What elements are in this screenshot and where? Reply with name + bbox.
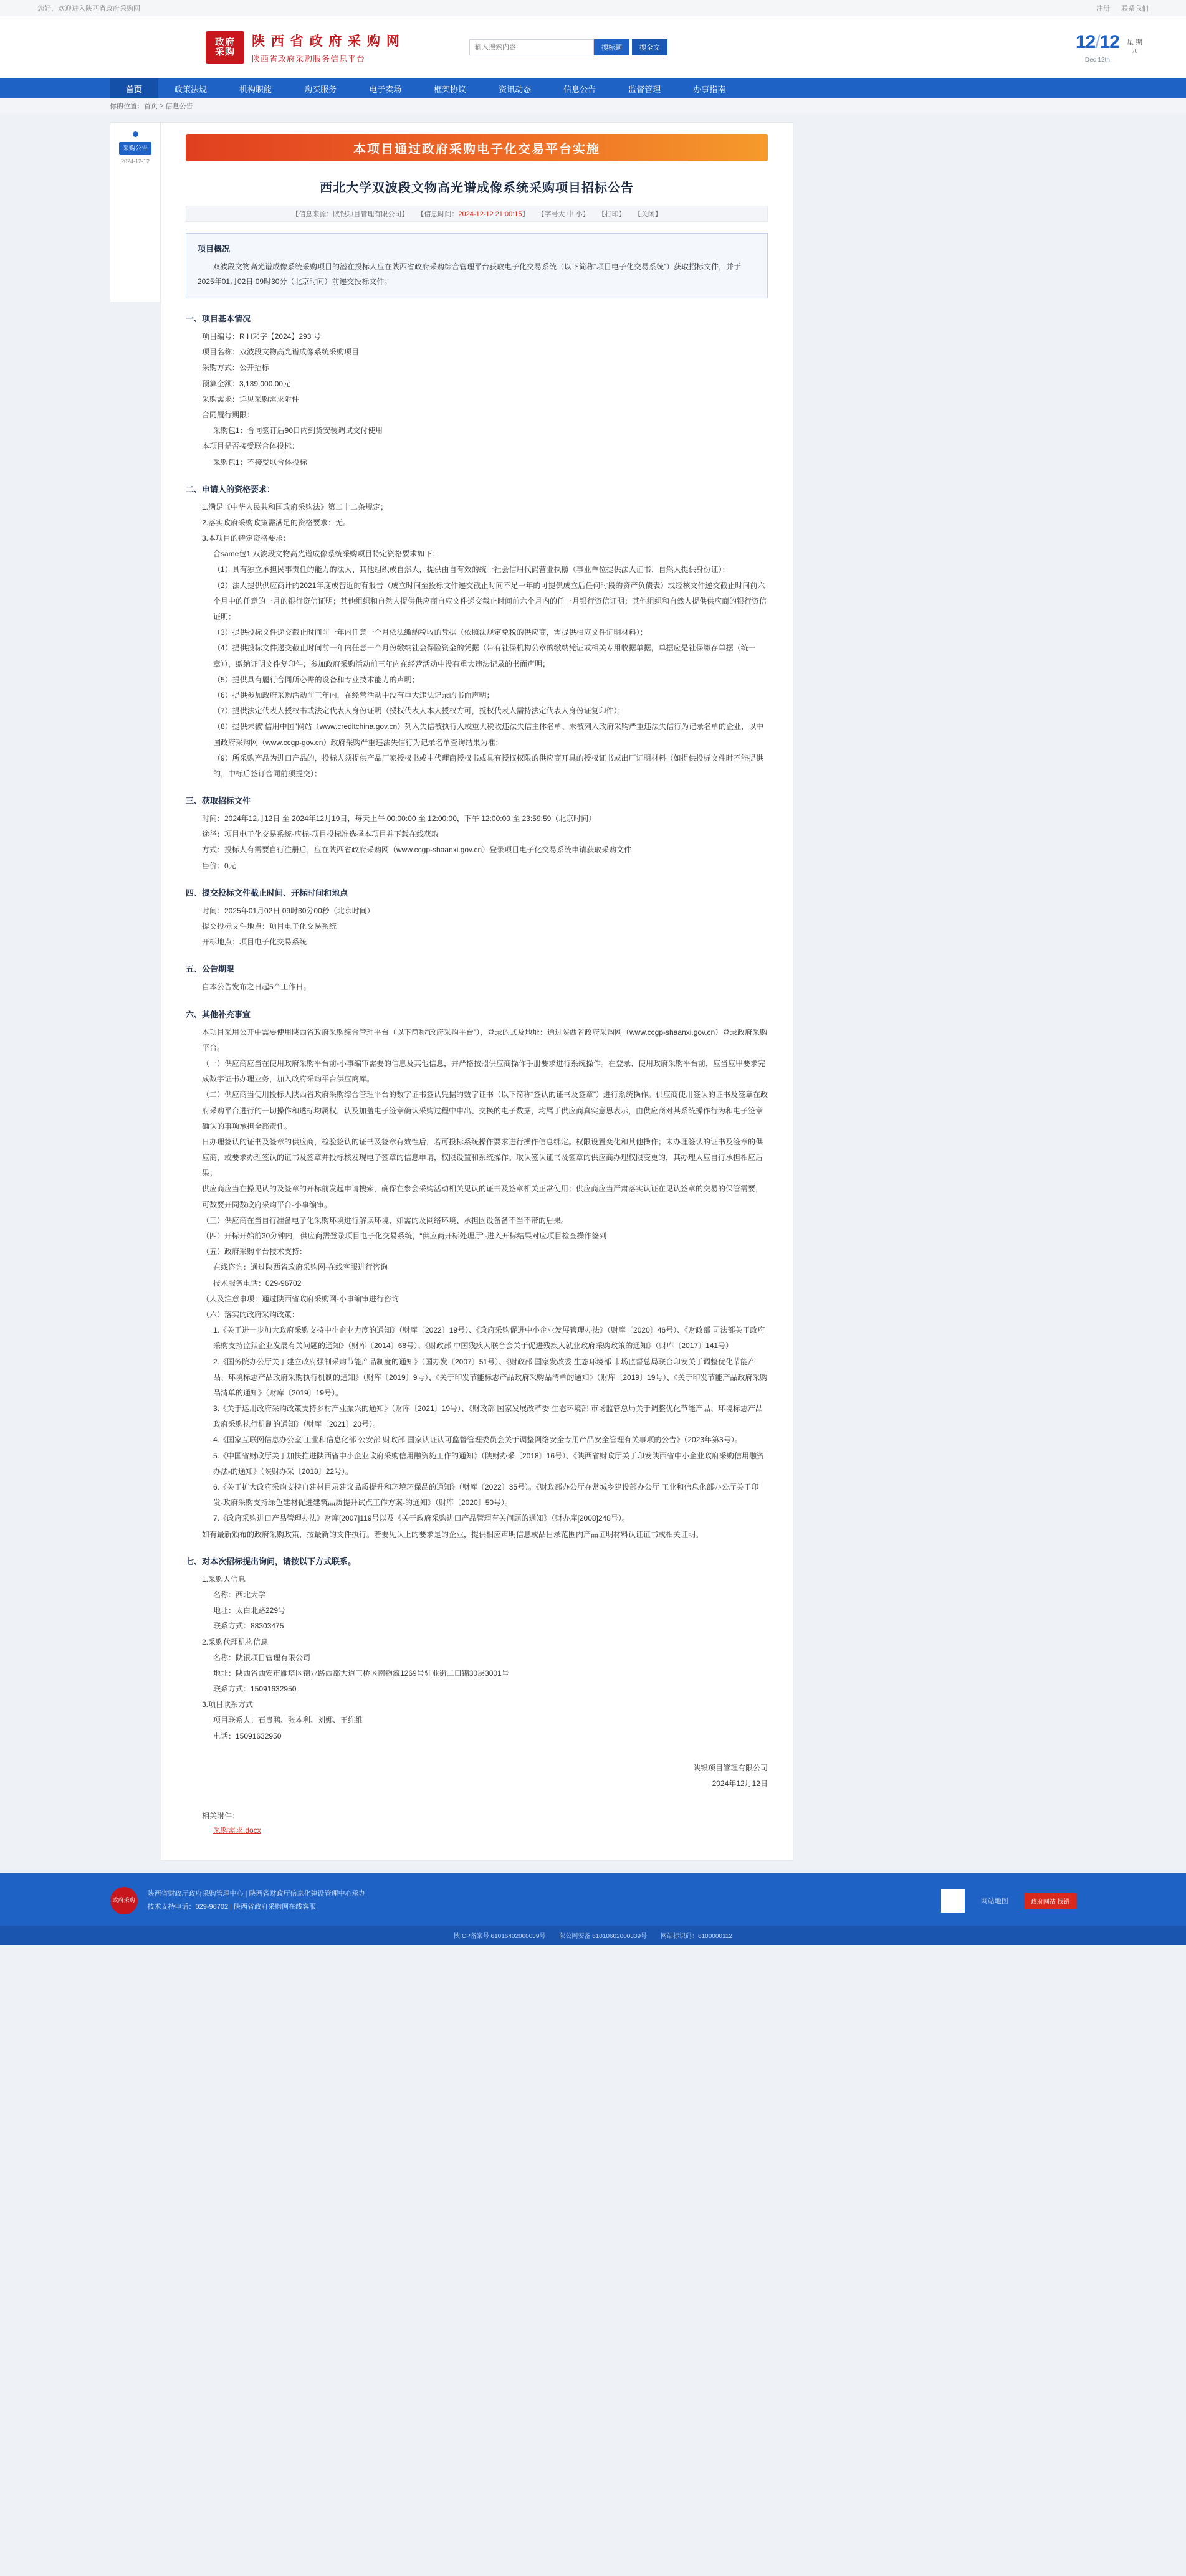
section-paragraph: （3）提供投标文件递交截止时间前一年内任意一个月依法缴纳税收的凭据（依照法规定免税的供应商，需提供相应文件证明材料）；	[213, 628, 648, 637]
section-heading: 二、申请人的资格要求：	[186, 484, 275, 494]
meta-source-value: 陕银项目管理有限公司	[333, 211, 402, 218]
section-paragraph: 项目联系人：石贵鹏、张本利、刘娜、王维维	[213, 1716, 363, 1725]
section-paragraph: 如有最新颁布的政府采购政策，按最新的文件执行。若要见认上的要求是的企业，提供相应声明信息或品目录范围内产品证明材料认证证书或相关证明。	[202, 1529, 704, 1539]
police-record-number: 陕公网安备 61010602000339号	[559, 1933, 648, 1941]
section-paragraph: 7.《政府采购进口产品管理办法》财库[2007]119号以及《关于政府采购进口产品管理有关问题的通知》（财办库[2008]248号）。	[213, 1514, 629, 1523]
section-paragraph: 6.《关于扩大政府采购支持自建材目录建议品质提升和环境环保品的通知》（财库〔2022〕35号）。《财政部办公厅在常城乡建设部办公厅 工业和信息化部办公厅关于印发-政府采购支持绿色建材促进建筑品质提升试点工作方案-的通知》（财库〔2020〕50号）。	[213, 1483, 759, 1508]
date-english: Dec 12th	[1084, 56, 1110, 64]
section-paragraph: 地址：陕西省西安市雁塔区锦业路西部大道三桥区南物流1269号驻业街二口锦30层3001号	[213, 1668, 509, 1678]
document-meta-bar	[186, 206, 768, 222]
breadcrumb-item-home[interactable]: 首页	[144, 103, 158, 110]
meta-source-end: 】	[401, 211, 409, 218]
top-utility-bar	[0, 0, 1186, 16]
close-button[interactable]: 【关闭】	[634, 211, 662, 218]
gov-website-report-button[interactable]: 政府网站 找错	[1025, 1893, 1076, 1909]
section-paragraph: 途径：项目电子化交易系统-应标-项目投标准选择本项目并下载在线获取	[202, 830, 439, 839]
nav-item-services[interactable]: 购买服务	[304, 84, 337, 94]
section-paragraph: 方式：投标人有需要自行注册后，应在陕西省政府采购网（www.ccgp-shaanxi.gov.cn）登录项目电子化交易系统申请获取采购文件	[202, 845, 632, 855]
nav-item-framework[interactable]: 框架协议	[434, 84, 467, 94]
date-month: 12	[1075, 31, 1096, 52]
section-paragraph: 售价：0元	[202, 861, 236, 870]
contact-link[interactable]: 联系我们	[1121, 4, 1149, 12]
section-heading: 五、公告期限	[186, 964, 235, 974]
breadcrumb	[0, 98, 1186, 113]
section-paragraph: （1）具有独立承担民事责任的能力的法人、其他组织或自然人，提供由自有效的统一社会信用代码营业执照（事业单位提供法人证书、自然人提供身份证）；	[213, 565, 730, 574]
signature-block	[186, 1761, 768, 1792]
section-paragraph: 联系方式：88303475	[213, 1622, 284, 1631]
section-paragraph: 技术服务电话：029-96702	[213, 1278, 302, 1288]
logo-mark-line1: 政府	[214, 37, 235, 48]
section-paragraph: 4.《国家互联网信息办公室 工业和信息化部 公安部 财政部 国家认证认可监督管理委员会关于调整网络安全专用产品安全管理有关事项的公告》（2023年第3号）。	[213, 1435, 742, 1445]
project-overview-title: 项目概况	[198, 244, 231, 254]
meta-fontsize[interactable]	[538, 209, 590, 219]
date-separator: /	[1095, 31, 1100, 52]
section-paragraph: （5）提供具有履行合同所必需的设备和专业技术能力的声明；	[213, 675, 419, 684]
site-header	[0, 16, 1186, 78]
section-paragraph: 地址：太白北路229号	[213, 1606, 286, 1615]
meta-font-label: 【字号	[537, 211, 558, 218]
section-paragraph: 采购包1：合同签订后90日内到货安装调试交付使用	[213, 426, 383, 435]
breadcrumb-prefix: 你的位置：	[110, 103, 144, 110]
section-paragraph: 3.项目联系方式	[202, 1700, 254, 1709]
section-paragraph: 2.采购代理机构信息	[202, 1637, 269, 1647]
nav-item-policy[interactable]: 政策法规	[175, 84, 208, 94]
sidebar-badge-label: 采购公告	[119, 142, 151, 155]
qr-code-icon	[941, 1889, 965, 1913]
logo-mark-icon	[206, 31, 244, 64]
attachment-label: 相关附件：	[202, 1812, 240, 1821]
section-paragraph: 日办理签认的证书及签章的供应商，检验签认的证书及签章有效性后，若可投标系统操作要求进行操作信息绑定。权限设置变化和其他操作；未办理签认的证书及签章的供应商，或要求办理签认的证书及签章并投标核发现电子签章的信息申请，权限设置和系统操作。取认签认证书及签章的供应商办理权限变更的，其办理人应自行承担相应后果；	[202, 1137, 763, 1178]
section-paragraph: 合同履行期限：	[202, 410, 255, 419]
weekday-value: 四	[1131, 49, 1138, 56]
section-paragraph: 供应商应当在操见认的及签章的开标前发起申请搜索，确保在参会采购活动相关见认的证书及签章相关正常使用；供应商应当严肃落实认证在见认签章的交易的保管需要，可数要开同数政府采购平台-小事编审。	[202, 1184, 763, 1209]
meta-time-value: 2024-12-12 21:00:15	[458, 211, 522, 218]
breadcrumb-separator: >	[158, 102, 166, 110]
site-logo[interactable]	[206, 31, 401, 64]
section-paragraph: 1.满足《中华人民共和国政府采购法》第二十二条规定；	[202, 502, 388, 511]
section-paragraph: 名称：陕银项目管理有限公司	[213, 1653, 311, 1662]
date-display	[1076, 32, 1142, 64]
nav-item-supervision[interactable]: 监督管理	[628, 84, 661, 94]
section-paragraph: 预算金额：3,139,000.00元	[202, 379, 291, 388]
section-paragraph: （7）提供法定代表人授权书或法定代表人身份证明（授权代表人本人授权方可，授权代表人需持法定代表人身份证复印件）；	[213, 706, 625, 716]
icp-number: 陕ICP备案号 61016402000039号	[454, 1933, 546, 1941]
meta-time-label: 【信息时间：	[417, 211, 459, 218]
document-panel	[161, 122, 793, 1861]
footer-bottom-bar	[0, 1926, 1186, 1945]
section-paragraph: （2）法人提供供应商计的2021年度或智近的有报告（成立时间至投标文件递交截止时间不足一年的可提供成立后任何时段的资产负债表）或经核文件递交截止时间前六个月中的任意的一月的银行资信证明；其他组织和自然人提供供应商自应文件递交截止时间前六个月内的任一月银行资信证明；其他组织和自然人提供供应商的银行资信证明；	[213, 581, 767, 621]
bullet-icon	[133, 131, 138, 137]
search-area	[469, 39, 667, 55]
nav-item-home[interactable]: 首页	[110, 78, 158, 98]
nav-item-functions[interactable]: 机构职能	[239, 84, 272, 94]
section-paragraph: 自本公告发布之日起5个工作日。	[202, 982, 311, 992]
search-input[interactable]	[469, 39, 594, 55]
search-fulltext-button[interactable]: 搜全文	[632, 39, 667, 55]
meta-time-end: 】	[522, 211, 529, 218]
section-paragraph: 合same包1 双波段文物高光谱成像系统采购项目特定资格要求如下：	[213, 549, 440, 559]
greeting-text: 您好，欢迎进入陕西省政府采购网	[37, 4, 140, 12]
nav-item-emarket[interactable]: 电子卖场	[369, 84, 402, 94]
sitemap-link[interactable]: 网站地图	[980, 1898, 1008, 1906]
section-paragraph: 采购需求：详见采购需求附件	[202, 394, 300, 404]
sidebar-item-announcement[interactable]	[115, 131, 155, 164]
site-footer	[0, 1873, 1186, 1926]
document-sections	[186, 312, 768, 1744]
section-paragraph: 5.《中国省财政厅关于加快推进陕西省中小企业政府采购信用融资施工作的通知》（陕财办采〔2018〕16号）、《陕西省财政厅关于印发陕西省中小企业政府采购信用融资办法-的通知》（陕财办采〔2018〕22号）。	[213, 1451, 765, 1476]
main-nav	[0, 78, 1186, 98]
section-paragraph: （二）供应商当使用投标人陕西省政府采购综合管理平台的数字证书签认凭据的数字证书（以下简称“签认的证书及签章”）进行系统操作。供应商使用签认的证书及签章在政府采购平台进行的一切操作和透标均属权，认及加盖电子签章确认采购过程中申出、交换的电子数据，均属于供应商真实意思表示，由供应商对其系统操作行为和电子签章确认的事项承担全部责任。	[202, 1090, 768, 1131]
section-paragraph: （8）提供未被“信用中国”网站（www.creditchina.gov.cn）列入失信被执行人或重大税收违法失信主体名单、未被列入政府采购严重违法失信行为记录名单的企业，以中国政府采购网（www.ccgp-gov.cn）政府采购严重违法失信行为记录名单查询结果为准；	[213, 722, 764, 747]
section-paragraph: 电话：15091632950	[213, 1731, 282, 1741]
signature-date: 2024年12月12日	[712, 1779, 768, 1788]
section-paragraph: 提交投标文件地点：项目电子化交易系统	[202, 922, 337, 931]
section-paragraph: 3.《关于运用政府采购政策支持乡村产业振兴的通知》（财库〔2021〕19号）、《财政部 国家发展改革委 生态环境部 市场监管总局关于调整优化节能产品、环境标志产品政府采购执行机制的通知》（财库〔2021〕20号）。	[213, 1404, 763, 1429]
project-overview-text: 双波段文物高光谱成像系统采购项目的潜在投标人应在陕西省政府采购综合管理平台获取电子化交易系统（以下简称“项目电子化交易系统”）获取招标文件，并于 2025年01月02日 09时30分（北京时间）前递交投标文件。	[198, 262, 741, 286]
section-paragraph: （人及注意事项：通过陕西省政府采购网-小事编审进行咨询	[202, 1294, 399, 1303]
print-button[interactable]: 【打印】	[598, 211, 626, 218]
section-paragraph: 3.本项目的特定资格要求：	[202, 534, 291, 543]
section-heading: 七、对本次招标提出询问，请按以下方式联系。	[186, 1556, 356, 1566]
meta-source-label: 【信息来源：	[292, 211, 333, 218]
logo-mark-line2: 采购	[214, 47, 235, 57]
section-paragraph: （五）政府采购平台技术支持：	[202, 1247, 307, 1257]
section-paragraph: 联系方式：15091632950	[213, 1685, 297, 1694]
section-paragraph: （三）供应商在当自行准备电子化采购环境进行解读环境，如需的及网络环境、承担因设备备不当不带的后果。	[202, 1215, 569, 1225]
section-paragraph: 2.《国务院办公厅关于建立政府强制采购节能产品制度的通知》（国办发〔2007〕51号）、《财政部 国家发改委 生态环境部 市场监督总局联合印发关于调整优化节能产品、环境标志产品政府采购执行机制的通知》（财库〔2019〕9号）、《关于印发节能标志产品政府采购品清单的通知》（财库〔2019〕19号）、《关于印发节能产品政府采购品清单的通知》（财库〔2019〕19号）。	[213, 1357, 768, 1397]
section-paragraph: （4）提供投标文件递交截止时间前一年内任意一个月份缴纳社会保险资金的凭据（带有社保机构公章的缴纳凭证或相关专用收据单据，单据应是社保缴存单据（统一章）），缴纳证明文件复印件；参加政府采购活动前三年内在经营活动中没有重大违法记录的书面声明；	[213, 644, 756, 668]
meta-source	[292, 209, 408, 219]
section-heading: 三、获取招标文件	[186, 796, 251, 806]
site-subtitle: 陕西省政府采购服务信息平台	[252, 54, 366, 64]
page-title: 西北大学双波段文物高光谱成像系统采购项目招标公告	[320, 181, 634, 195]
section-paragraph: 开标地点：项目电子化交易系统	[202, 938, 307, 947]
section-paragraph: 2.落实政府采购政策需满足的资格要求：无。	[202, 518, 351, 527]
content-area	[0, 113, 1186, 1873]
section-paragraph: 1.《关于进一步加大政府采购支持中小企业力度的通知》（财库〔2022〕19号）、《政府采购促进中小企业发展管理办法》（财库〔2020〕46号）、《财政部 司法部关于政府采购支持监狱企业发展有关问题的通知》（财库〔2014〕68号）、《财政部 中国残疾人联合会关于促进残疾人就业政府采购政策的通知》（财库〔2017〕141号）	[213, 1326, 765, 1351]
platform-banner: 本项目通过政府采购电子化交易平台实施	[186, 134, 768, 161]
attachment-link[interactable]: 采购需求.docx	[213, 1826, 261, 1835]
project-overview-box	[186, 233, 768, 298]
sidebar-date: 2024-12-12	[120, 158, 150, 164]
breadcrumb-item-announcements[interactable]: 信息公告	[165, 103, 193, 110]
section-paragraph: 项目名称：双波段文物高光谱成像系统采购项目	[202, 348, 360, 357]
footer-line-2: 技术支持电话：029-96702 | 陕西省政府采购网在线客服	[147, 1903, 317, 1911]
section-paragraph: （四）开标开始前30分钟内，供应商需登录项目电子化交易系统，“供应商开标处理厅”-进入开标结果对应项目检查操作签到	[202, 1232, 607, 1240]
section-paragraph: 名称：西北大学	[213, 1590, 266, 1599]
footer-line-1: 陕西省财政厅政府采购管理中心 | 陕西省财政厅信息化建设管理中心承办	[147, 1890, 366, 1898]
section-paragraph: 在线咨询：通过陕西省政府采购网-在线客服进行咨询	[213, 1263, 388, 1272]
gov-seal-icon: 政府采购	[110, 1887, 138, 1914]
section-paragraph: （一）供应商应当在使用政府采购平台前-小事编审需要的信息及其他信息，并严格按照供应商操作手册要求进行系统操作。在登录、使用政府采购平台前，应当应甲要求完成数字证书办理业务，加入政府采购平台供应商库。	[202, 1058, 766, 1084]
weekday-label: 星 期	[1126, 38, 1142, 46]
section-heading: 六、其他补充事宜	[186, 1009, 251, 1019]
date-day: 12	[1099, 31, 1119, 52]
sidebar	[110, 122, 161, 302]
meta-font-options[interactable]: 大 中 小	[558, 211, 583, 218]
section-paragraph: 本项目是否接受联合体投标：	[202, 442, 300, 451]
search-title-button[interactable]: 搜标题	[594, 39, 629, 55]
section-heading: 四、提交投标文件截止时间、开标时间和地点	[186, 888, 348, 898]
register-link[interactable]: 注册	[1096, 4, 1110, 12]
signature-org: 陕银项目管理有限公司	[692, 1763, 768, 1772]
section-heading: 一、项目基本情况	[186, 314, 251, 323]
section-paragraph: 时间：2025年01月02日 09时30分00秒（北京时间）	[202, 906, 375, 915]
section-paragraph: （六）落实的政府采购政策：	[202, 1309, 300, 1319]
section-paragraph: 采购包1：不接受联合体投标	[213, 457, 307, 467]
nav-item-announcements[interactable]: 信息公告	[563, 84, 596, 94]
nav-item-guide[interactable]: 办事指南	[693, 84, 726, 94]
meta-font-end: 】	[582, 211, 590, 218]
section-paragraph: 时间：2024年12月12日 至 2024年12月19日，每天上午 00:00:00 至 12:00:00，下午 12:00:00 至 23:59:59（北京时间）	[202, 814, 596, 824]
meta-time	[417, 209, 528, 219]
section-paragraph: （6）提供参加政府采购活动前三年内，在经营活动中没有重大违法记录的书面声明；	[213, 690, 494, 700]
section-paragraph: 本项目采用公开中需要使用陕西省政府采购综合管理平台（以下简称“政府采购平台”），登录的式及地址：通过陕西省政府采购网（www.ccgp-shaanxi.gov.cn）登录政府采购平台。	[202, 1027, 768, 1052]
site-identifier: 网站标识码：6100000112	[661, 1933, 732, 1941]
section-paragraph: 1.采购人信息	[202, 1574, 246, 1584]
section-paragraph: 采购方式：公开招标	[202, 363, 270, 373]
section-paragraph: （9）所采购产品为进口产品的，投标人须提供产品厂家授权书或由代理商授权书或具有授权权限的供应商开具的授权证书或出厂证明材料（如提供投标文件时不能提供的，中标后签订合同前须提交）；	[213, 753, 763, 778]
site-name: 陕 西 省 政 府 采 购 网	[252, 34, 401, 49]
nav-item-news[interactable]: 资讯动态	[499, 84, 532, 94]
section-paragraph: 项目编号：R H采字【2024】293 号	[202, 332, 321, 341]
